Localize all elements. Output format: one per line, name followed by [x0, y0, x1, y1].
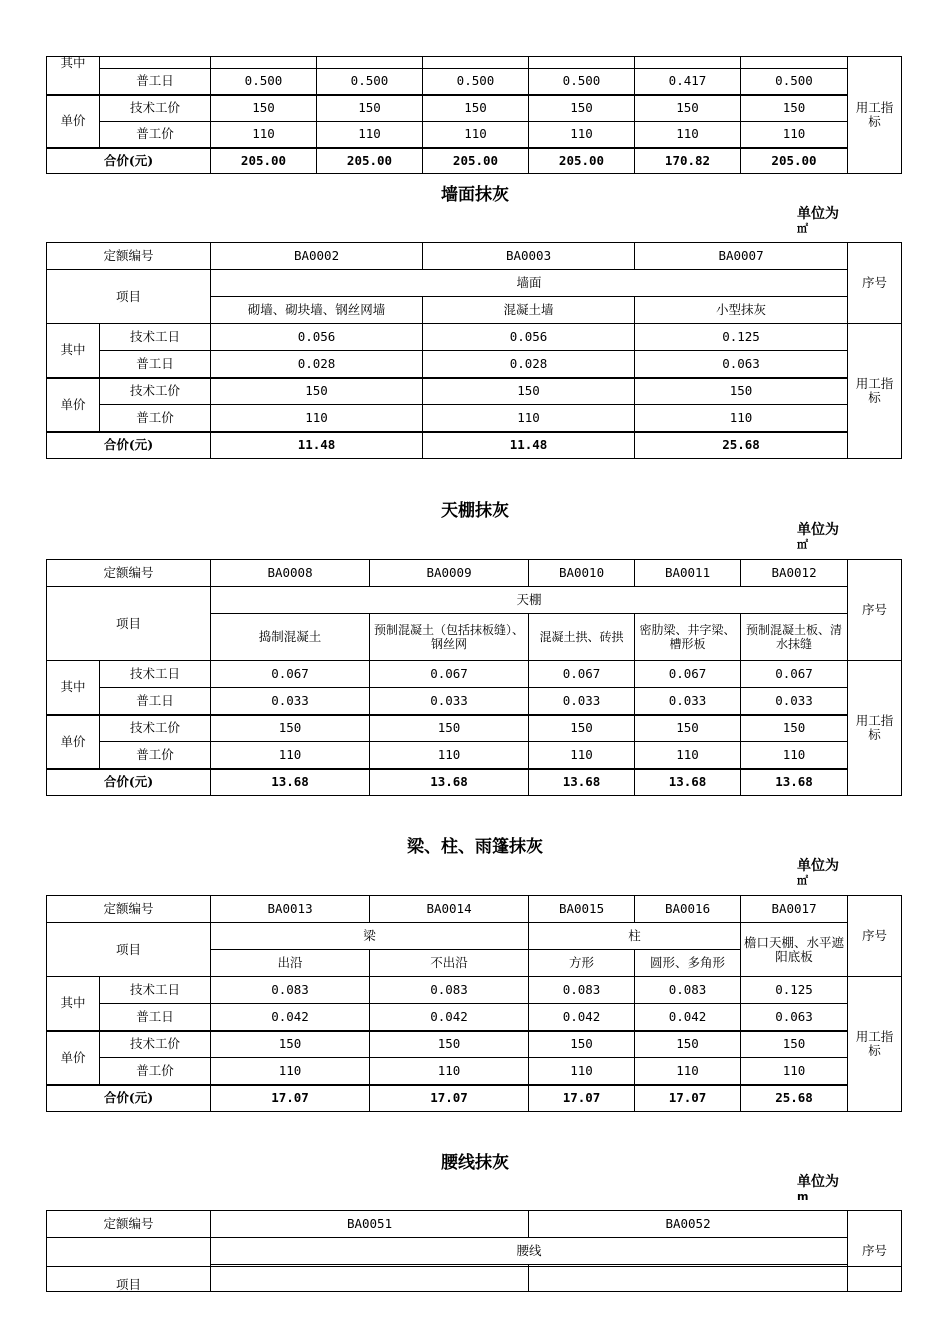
label-code: 定额编号: [47, 243, 211, 270]
cell: 110: [423, 122, 529, 148]
cell: 150: [635, 378, 848, 405]
section-title: 梁、柱、雨篷抹灰: [407, 837, 543, 857]
label-qizhong: 其中: [47, 57, 100, 95]
total-cell: 25.68: [635, 432, 848, 459]
total-cell: 205.00: [423, 148, 529, 174]
cell: 110: [211, 405, 423, 432]
label-total: 合价(元): [47, 432, 211, 459]
cell: 0.500: [741, 69, 848, 95]
cell: 150: [741, 1031, 848, 1058]
section-title: 天棚抹灰: [441, 501, 509, 521]
cell: 0.042: [635, 1004, 741, 1031]
cell: 150: [211, 95, 317, 122]
cell: 150: [741, 715, 848, 742]
cell: 150: [635, 1031, 741, 1058]
cell: 150: [635, 715, 741, 742]
code-cell: BA0008: [211, 560, 370, 587]
code-cell: BA0012: [741, 560, 848, 587]
label-code: 定额编号: [47, 1211, 211, 1238]
item-cell: 砌墙、砌块墙、钢丝网墙: [211, 297, 423, 324]
code-cell: BA0007: [635, 243, 848, 270]
cell: 110: [635, 1058, 741, 1085]
label-danjia: 单价: [47, 378, 100, 432]
label-tech-day: 技术工日: [100, 661, 211, 688]
section-title: 腰线抹灰: [441, 1153, 509, 1173]
cell: 0.056: [423, 324, 635, 351]
cell: 150: [317, 95, 423, 122]
label-qizhong: 其中: [47, 977, 100, 1031]
total-cell: 205.00: [741, 148, 848, 174]
item-cell: 檐口天棚、水平遮阳底板: [741, 923, 848, 977]
cell: 0.033: [370, 688, 529, 715]
cell: 0.042: [529, 1004, 635, 1031]
label-seq: 序号: [848, 896, 902, 977]
cell: 0.028: [423, 351, 635, 378]
label-code: 定额编号: [47, 896, 211, 923]
cell: 110: [741, 742, 848, 769]
label-qizhong: 其中: [47, 661, 100, 715]
cell: 110: [529, 122, 635, 148]
cell: 0.033: [529, 688, 635, 715]
unit-label: 单位为 ㎡: [797, 522, 839, 551]
cell: 0.125: [741, 977, 848, 1004]
cell: 0.417: [635, 69, 741, 95]
label-danjia: 单价: [47, 715, 100, 769]
item-cell: 出沿: [211, 950, 370, 977]
cell: 110: [317, 122, 423, 148]
group-header: 墙面: [211, 270, 848, 297]
code-cell: BA0015: [529, 896, 635, 923]
code-cell: BA0003: [423, 243, 635, 270]
cell: 0.067: [211, 661, 370, 688]
total-cell: 170.82: [635, 148, 741, 174]
cell: 0.033: [211, 688, 370, 715]
label-gen-day: 普工日: [100, 1004, 211, 1031]
table-cutoff-top: [46, 56, 901, 175]
group-header-beam: 梁: [211, 923, 529, 950]
cell: 110: [529, 742, 635, 769]
label-labor-index: 用工指标: [848, 977, 902, 1112]
label-item: 项目: [47, 923, 211, 977]
label-item: 项目: [47, 270, 211, 324]
cell: 0.042: [370, 1004, 529, 1031]
label-tech-price: 技术工价: [100, 378, 211, 405]
code-cell: BA0010: [529, 560, 635, 587]
total-cell: 13.68: [211, 769, 370, 796]
total-cell: 25.68: [741, 1085, 848, 1112]
label-danjia: 单价: [47, 1031, 100, 1085]
label-labor-index: 用工指标: [848, 661, 902, 796]
cell: 0.067: [741, 661, 848, 688]
labor-table-waistline: [46, 1210, 902, 1292]
label-total: 合价(元): [47, 769, 211, 796]
code-cell: BA0016: [635, 896, 741, 923]
cell: 110: [741, 122, 848, 148]
cell: 0.067: [529, 661, 635, 688]
cell: 110: [370, 1058, 529, 1085]
label-tech-day: 技术工日: [100, 977, 211, 1004]
code-cell: BA0017: [741, 896, 848, 923]
label-labor-index: 用工指标: [848, 324, 902, 459]
labor-table-beam-column: [46, 895, 902, 1112]
total-cell: 17.07: [635, 1085, 741, 1112]
code-cell: BA0014: [370, 896, 529, 923]
cell: 0.042: [211, 1004, 370, 1031]
cell: 110: [423, 405, 635, 432]
cell: 110: [211, 1058, 370, 1085]
group-header: 腰线: [211, 1238, 848, 1265]
label-gen-price: 普工价: [100, 1058, 211, 1085]
label-seq: 序号: [848, 243, 902, 324]
label-total: 合价(元): [47, 148, 211, 174]
label-gen-price: 普工价: [100, 405, 211, 432]
cell: 0.067: [635, 661, 741, 688]
total-cell: 11.48: [211, 432, 423, 459]
cell: 110: [211, 742, 370, 769]
item-cell: 预制混凝土板、清水抹缝: [741, 614, 848, 661]
item-cell: 密肋梁、井字梁、槽形板: [635, 614, 741, 661]
cell: 110: [635, 742, 741, 769]
item-cell: 小型抹灰: [635, 297, 848, 324]
cell: 0.063: [741, 1004, 848, 1031]
cell: 110: [529, 1058, 635, 1085]
item-cell: 圆形、多角形: [635, 950, 741, 977]
code-cell: BA0002: [211, 243, 423, 270]
section-title: 墙面抹灰: [441, 185, 509, 205]
label-qizhong: 其中: [47, 324, 100, 378]
labor-table-wall: [46, 242, 902, 459]
label-item: 项目: [47, 1238, 211, 1292]
unit-label: 单位为 m: [797, 1174, 839, 1203]
cell: 150: [741, 95, 848, 122]
code-cell: BA0011: [635, 560, 741, 587]
item-cell: 混凝土拱、砖拱: [529, 614, 635, 661]
item-cell: 预制混凝土（包括抹板缝）、钢丝网: [370, 614, 529, 661]
item-cell: 方形: [529, 950, 635, 977]
label-seq: 序号: [848, 1211, 902, 1292]
cell: 0.500: [211, 69, 317, 95]
cell: 0.028: [211, 351, 423, 378]
cell: 0.033: [741, 688, 848, 715]
group-header: 天棚: [211, 587, 848, 614]
unit-label: 单位为 ㎡: [797, 858, 839, 887]
total-cell: 17.07: [211, 1085, 370, 1112]
cell: 0.067: [370, 661, 529, 688]
label-tech-price: 技术工价: [100, 715, 211, 742]
total-cell: 11.48: [423, 432, 635, 459]
code-cell: BA0009: [370, 560, 529, 587]
cell: 0.500: [423, 69, 529, 95]
total-cell: 205.00: [529, 148, 635, 174]
cell: 0.033: [635, 688, 741, 715]
label-gen-price: 普工价: [100, 742, 211, 769]
unit-label: 单位为 ㎡: [797, 206, 839, 235]
cell: 150: [423, 95, 529, 122]
cell: 150: [529, 95, 635, 122]
cell: 150: [211, 715, 370, 742]
cell: 110: [741, 1058, 848, 1085]
label-gen-day: 普工日: [100, 351, 211, 378]
cell: 150: [211, 378, 423, 405]
label-gen-day: 普工日: [100, 69, 211, 95]
label-tech-day: 技术工日: [100, 324, 211, 351]
code-cell: BA0052: [529, 1211, 848, 1238]
label-tech-price: 技术工价: [100, 95, 211, 122]
total-cell: 205.00: [317, 148, 423, 174]
cell: 110: [635, 405, 848, 432]
table-cutoff-bottom: [46, 1210, 901, 1292]
total-cell: 13.68: [370, 769, 529, 796]
cell: 150: [635, 95, 741, 122]
label-gen-day: 普工日: [100, 688, 211, 715]
cell: 0.083: [635, 977, 741, 1004]
total-cell: 13.68: [635, 769, 741, 796]
total-cell: 205.00: [211, 148, 317, 174]
code-cell: BA0051: [211, 1211, 529, 1238]
cell: 0.500: [529, 69, 635, 95]
item-cell: 混凝土墙: [423, 297, 635, 324]
cell: 150: [529, 1031, 635, 1058]
cell: 150: [211, 1031, 370, 1058]
label-item: 项目: [47, 587, 211, 661]
cell: 0.083: [211, 977, 370, 1004]
cell: 110: [635, 122, 741, 148]
item-cell: 不出沿: [370, 950, 529, 977]
cell: 0.063: [635, 351, 848, 378]
labor-table-ceiling: [46, 559, 902, 796]
cell: 150: [370, 1031, 529, 1058]
label-seq: 序号: [848, 560, 902, 661]
cell: 0.083: [529, 977, 635, 1004]
label-gen-price: 普工价: [100, 122, 211, 148]
total-cell: 13.68: [741, 769, 848, 796]
label-total: 合价(元): [47, 1085, 211, 1112]
cell: 150: [529, 715, 635, 742]
label-code: 定额编号: [47, 560, 211, 587]
cell: 0.125: [635, 324, 848, 351]
cell: 150: [370, 715, 529, 742]
labor-table-continued: [46, 56, 902, 174]
total-cell: 17.07: [370, 1085, 529, 1112]
cell: 0.083: [370, 977, 529, 1004]
total-cell: 17.07: [529, 1085, 635, 1112]
cell: 110: [370, 742, 529, 769]
cell: 110: [211, 122, 317, 148]
cell: 0.500: [317, 69, 423, 95]
group-header-column: 柱: [529, 923, 741, 950]
item-cell: 捣制混凝土: [211, 614, 370, 661]
total-cell: 13.68: [529, 769, 635, 796]
cell: 0.056: [211, 324, 423, 351]
label-danjia: 单价: [47, 95, 100, 148]
label-tech-price: 技术工价: [100, 1031, 211, 1058]
cell: 150: [423, 378, 635, 405]
code-cell: BA0013: [211, 896, 370, 923]
label-labor-index: 用工指标: [848, 57, 902, 174]
